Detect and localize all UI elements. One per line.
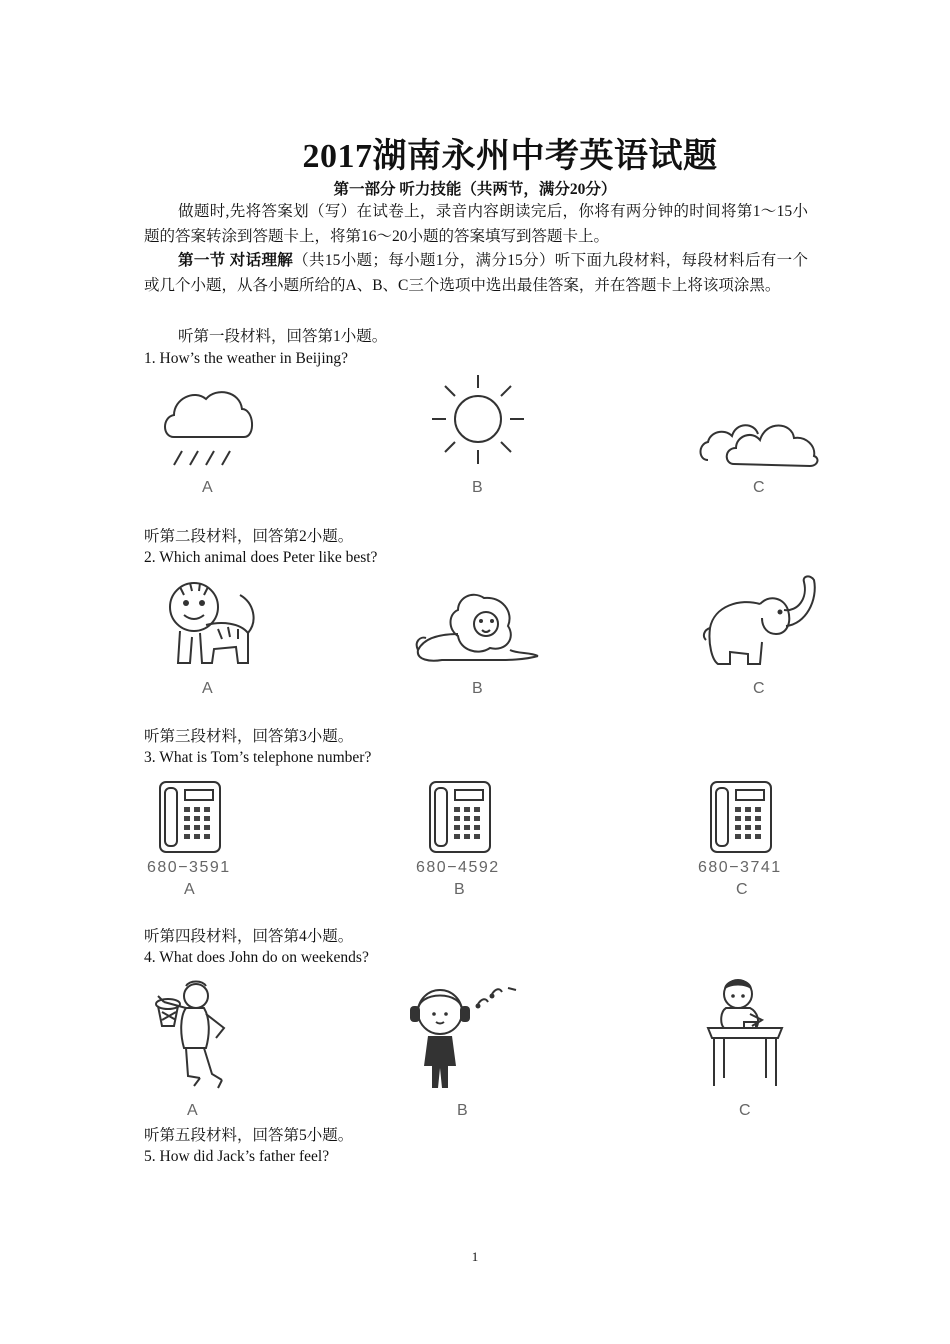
rain-cloud-icon [160, 385, 260, 470]
q2-option-c[interactable]: C [753, 680, 765, 697]
q2-text: 2. Which animal does Peter like best? [144, 549, 378, 566]
elephant-icon [700, 572, 824, 668]
q3-option-a[interactable]: A [184, 881, 195, 898]
telephone-icon [158, 780, 222, 856]
section-paragraph [144, 249, 808, 298]
page-title: 2017湖南永州中考英语试题 [302, 138, 718, 175]
q4-option-c[interactable]: C [739, 1102, 751, 1119]
q3-option-c[interactable]: C [736, 881, 748, 898]
q2-option-a[interactable]: A [202, 680, 213, 697]
q4-option-b[interactable]: B [457, 1102, 468, 1119]
q1-intro: 听第一段材料，回答第1小题。 [178, 328, 388, 345]
q4-intro: 听第四段材料，回答第4小题。 [144, 928, 354, 945]
tiger-icon [160, 577, 262, 669]
q2-intro: 听第二段材料，回答第2小题。 [144, 528, 354, 545]
lion-icon [414, 590, 544, 668]
q1-option-c[interactable]: C [753, 479, 765, 496]
basketball-player-icon [150, 978, 240, 1092]
clouds-icon [696, 408, 824, 470]
q3-number-c: 680−3741 [698, 859, 782, 876]
q3-text: 3. What is Tom’s telephone number? [144, 749, 372, 766]
q5-text: 5. How did Jack’s father feel? [144, 1148, 330, 1165]
q1-option-a[interactable]: A [202, 479, 213, 496]
q3-intro: 听第三段材料，回答第3小题。 [144, 728, 354, 745]
instructions: 做题时,先将答案划（写）在试卷上，录音内容朗读完后，你将有两分钟的时间将第1～15小题的答案转涂到答题卡上，将第16～20小题的答案填写到答题卡上。 [144, 203, 808, 245]
sun-icon [428, 372, 528, 470]
q3-number-b: 680−4592 [416, 859, 500, 876]
q4-option-a[interactable]: A [187, 1102, 198, 1119]
q3-number-a: 680−3591 [147, 859, 231, 876]
q2-option-b[interactable]: B [472, 680, 483, 697]
q4-text: 4. What does John do on weekends? [144, 949, 369, 966]
q3-option-b[interactable]: B [454, 881, 465, 898]
telephone-icon [428, 780, 492, 856]
section-name: 第一节 对话理解 [178, 252, 294, 269]
q5-intro: 听第五段材料，回答第5小题。 [144, 1127, 354, 1144]
q1-option-b[interactable]: B [472, 479, 483, 496]
music-listener-icon [404, 984, 520, 1092]
page-number: 1 [471, 1249, 479, 1264]
desk-writer-icon [700, 974, 790, 1092]
telephone-icon [709, 780, 773, 856]
part-heading: 第一部分 听力技能（共两节，满分20分） [333, 181, 617, 198]
q1-text: 1. How’s the weather in Beijing? [144, 350, 349, 367]
section-text: （共15小题；每小题1分，满分15分）听下面九段材料，每段材料后有一个或几个小题，从各小题所给的A、B、C三个选项中选出最佳答案，并在答题卡上将该项涂黑。 [144, 252, 808, 294]
